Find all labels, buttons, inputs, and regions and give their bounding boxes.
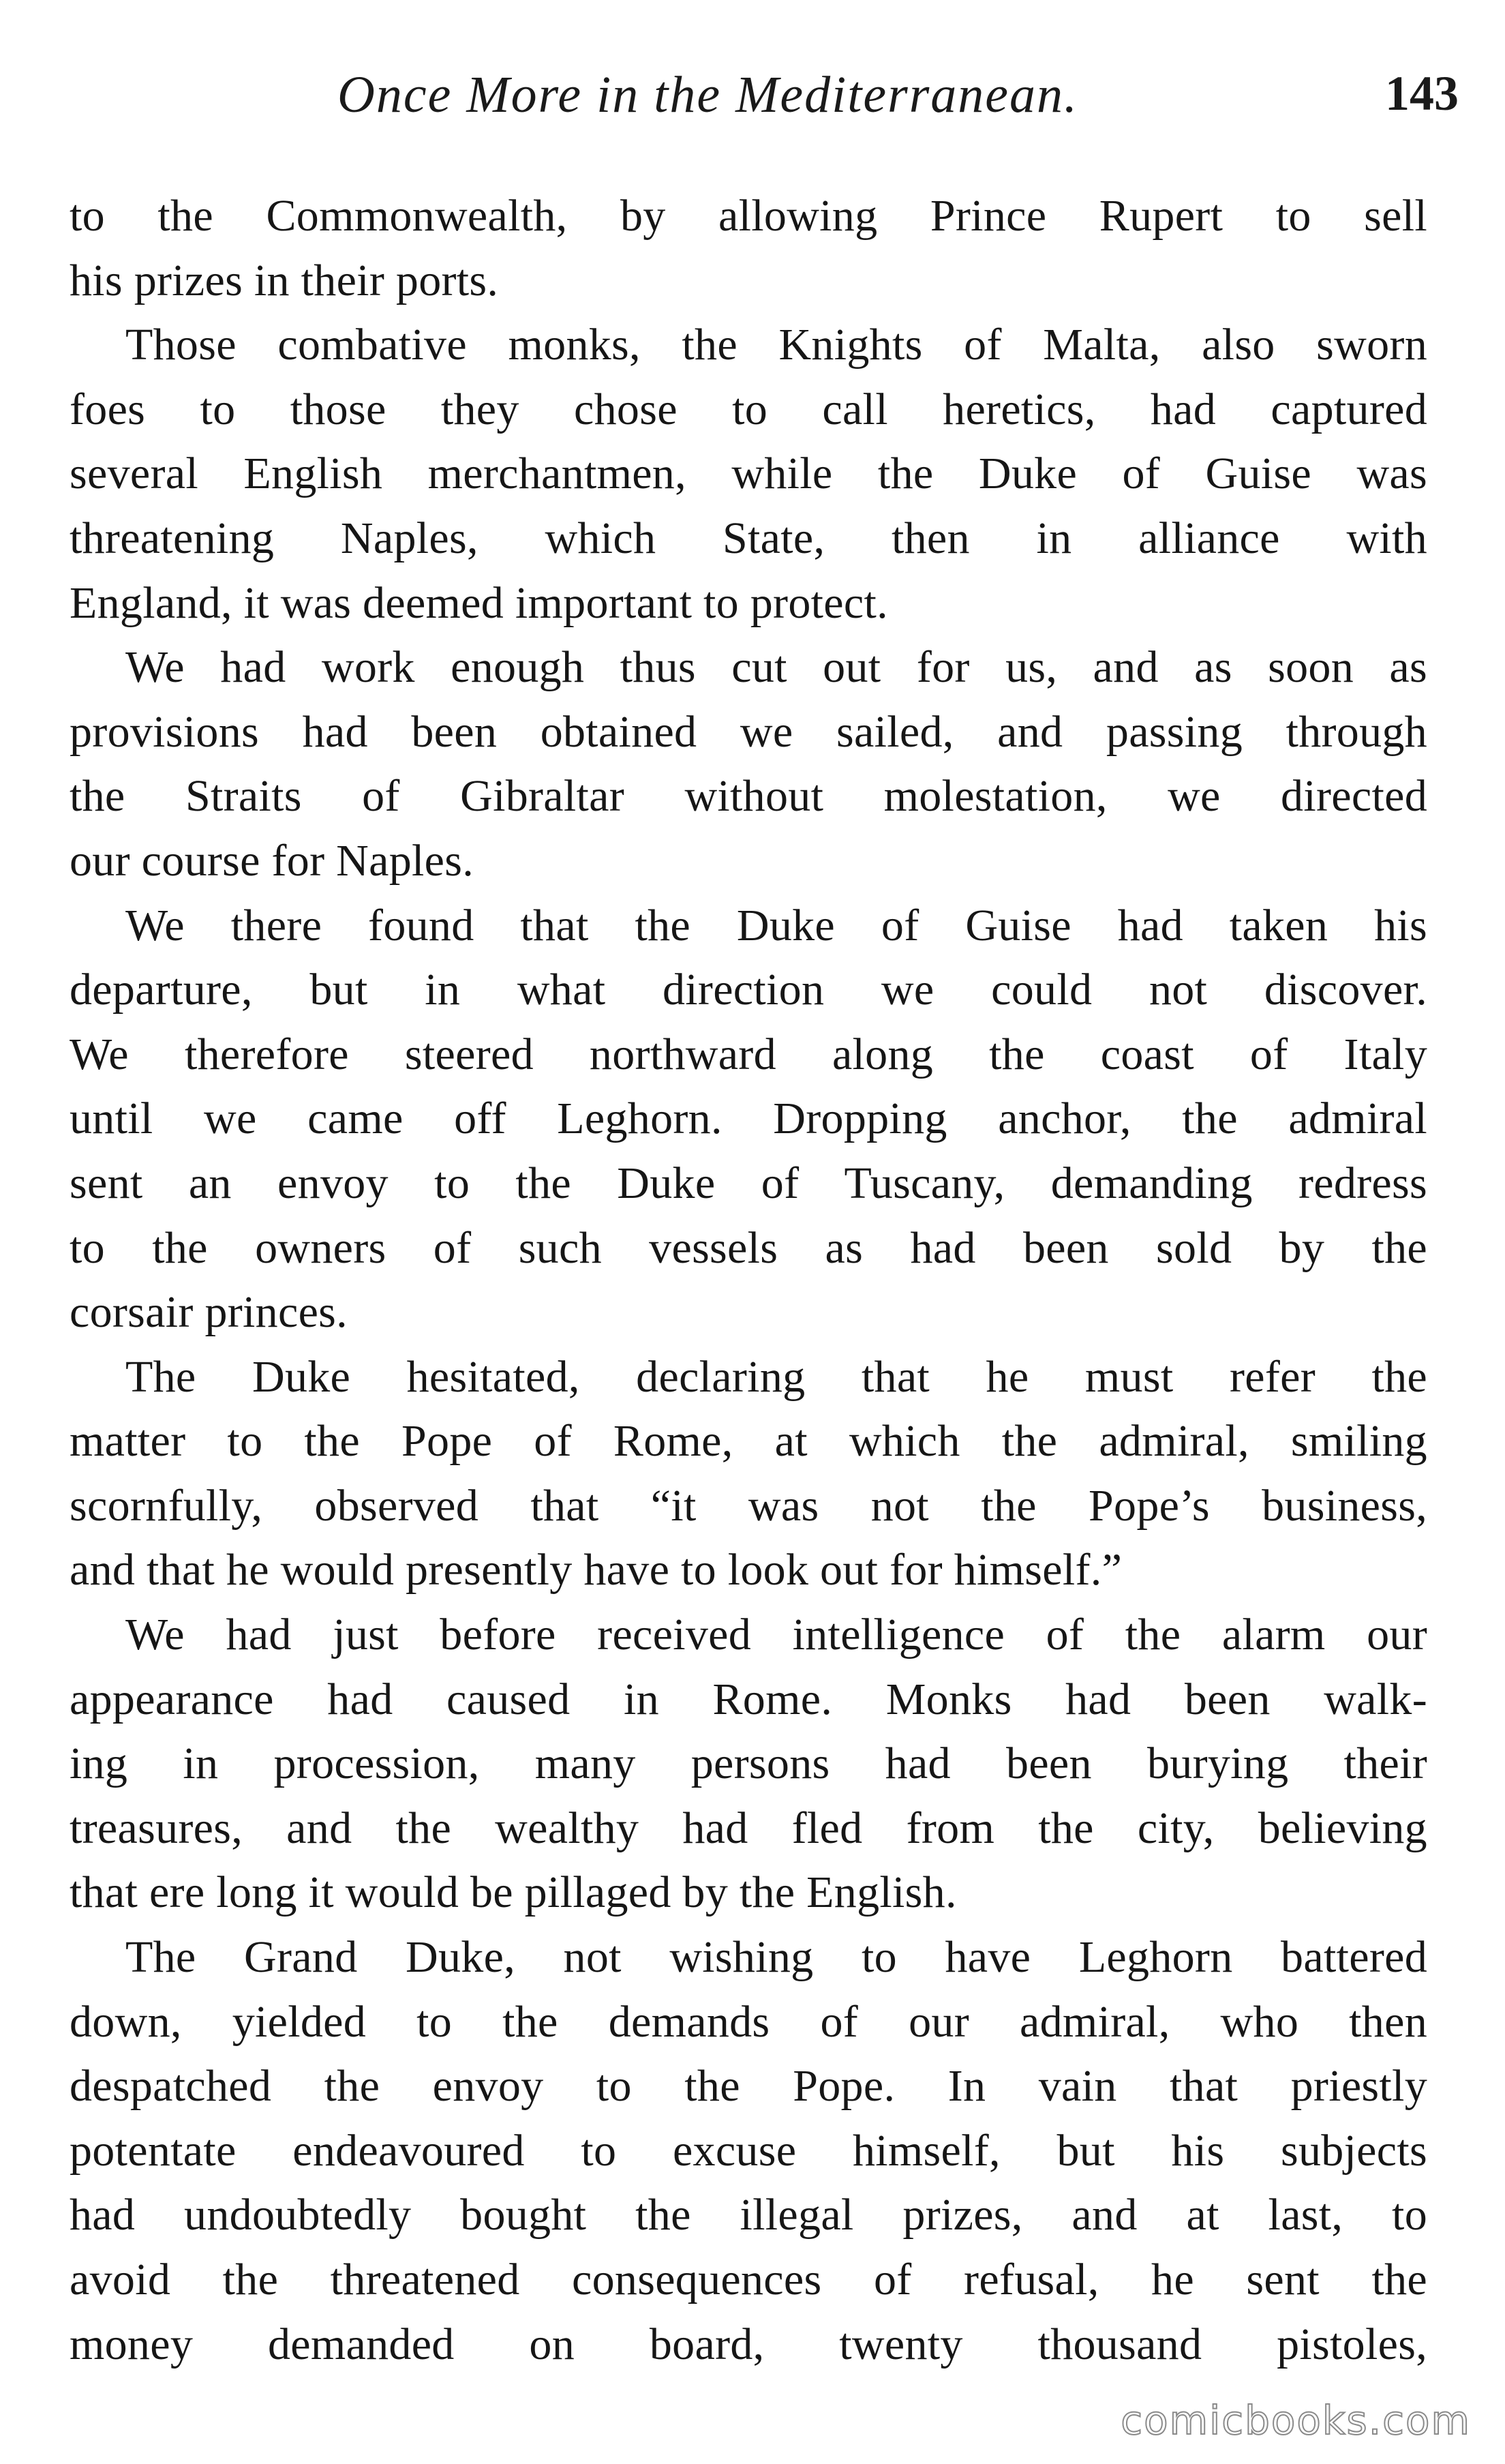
text-line: The Grand Duke, not wishing to have Leghorn battered (125, 1932, 1427, 1983)
text-line: ing in procession, many persons had been burying their (70, 1739, 1427, 1789)
paragraph (70, 1345, 1427, 1603)
paragraph (70, 894, 1427, 1345)
body-text (70, 184, 1427, 2377)
paragraph (70, 1603, 1427, 1925)
text-line: We had work enough thus cut out for us, and as soon as (125, 642, 1427, 693)
text-line: our course for Naples. (70, 835, 474, 886)
text-line: We there found that the Duke of Guise had taken his (125, 900, 1427, 950)
text-line: provisions had been obtained we sailed, and passing through (70, 706, 1427, 757)
text-line: until we came off Leghorn. Dropping anchor, the admiral (70, 1094, 1427, 1144)
paragraph (70, 635, 1427, 893)
text-line: despatched the envoy to the Pope. In vain that priestly (70, 2061, 1427, 2112)
text-line: to the owners of such vessels as had been sold by the (70, 1222, 1427, 1273)
text-line: to the Commonwealth, by allowing Prince Rupert to sell (70, 191, 1427, 241)
text-line: several English merchantmen, while the Duke of Guise was (70, 449, 1427, 499)
text-line: We had just before received intelligence of the alarm our (125, 1610, 1427, 1660)
text-line: Those combative monks, the Knights of Malta, also sworn (125, 320, 1427, 370)
text-line: departure, but in what direction we could not discover. (70, 965, 1427, 1015)
text-line: appearance had caused in Rome. Monks had been walk- (70, 1674, 1427, 1724)
running-title: Once More in the Mediterranean. (337, 66, 1078, 123)
text-line: treasures, and the wealthy had fled from the city, believing (70, 1803, 1427, 1853)
text-line: sent an envoy to the Duke of Tuscany, demanding redress (70, 1158, 1427, 1208)
text-line: money demanded on board, twenty thousand pistoles, (70, 2319, 1427, 2369)
watermark: comicbooks.com (1121, 2397, 1471, 2444)
text-line: the Straits of Gibraltar without molestation, we directed (70, 771, 1427, 822)
paragraph (70, 1925, 1427, 2377)
text-line: matter to the Pope of Rome, at which the admiral, smiling (70, 1416, 1427, 1467)
text-line: corsair princes. (70, 1287, 348, 1338)
text-line: The Duke hesitated, declaring that he must refer the (125, 1351, 1427, 1402)
text-line: avoid the threatened consequences of refusal, he sent the (70, 2255, 1427, 2304)
text-line: We therefore steered northward along the coast of Italy (70, 1029, 1427, 1079)
running-head (68, 65, 1459, 127)
text-line: potentate endeavoured to excuse himself, but his subjects (70, 2125, 1427, 2176)
text-line: had undoubtedly bought the illegal prizes, and at last, to (70, 2190, 1427, 2240)
paragraph (70, 184, 1427, 313)
text-line: his prizes in their ports. (70, 255, 499, 305)
paragraph (70, 313, 1427, 635)
text-line: threatening Naples, which State, then in alliance with (70, 513, 1427, 563)
text-line: England, it was deemed important to protect. (70, 577, 888, 628)
text-line: down, yielded to the demands of our admiral, who then (70, 1996, 1427, 2047)
page-number: 143 (1385, 66, 1459, 121)
text-line: and that he would presently have to look out for himself.” (70, 1545, 1123, 1595)
text-line: scornfully, observed that “it was not the Pope’s business, (70, 1480, 1427, 1531)
text-line: that ere long it would be pillaged by the English. (70, 1867, 957, 1918)
text-line: foes to those they chose to call heretics, had captured (70, 384, 1427, 434)
